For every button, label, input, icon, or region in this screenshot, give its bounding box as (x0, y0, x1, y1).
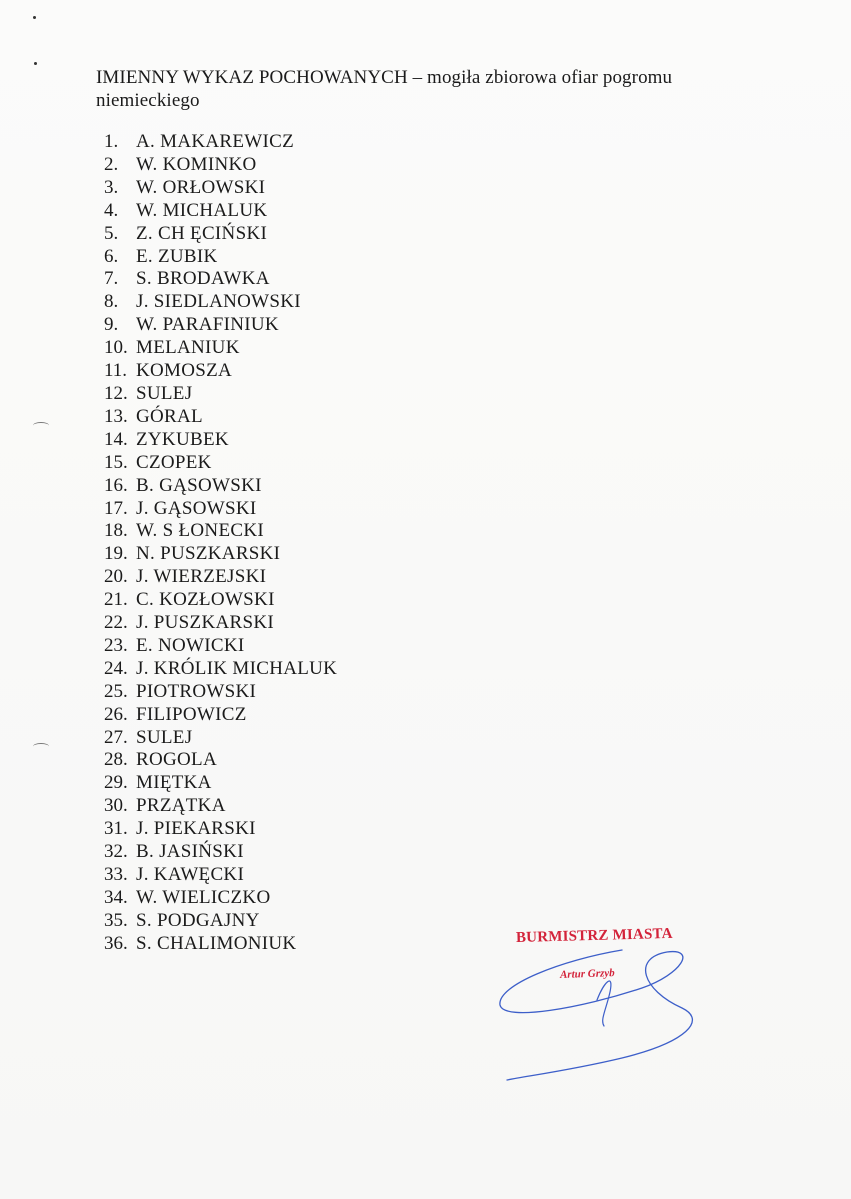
entry-number: 5. (104, 222, 119, 244)
punch-mark (33, 16, 36, 19)
scan-mark (33, 422, 49, 429)
list-item (104, 566, 337, 589)
entry-number: 6. (104, 245, 119, 267)
entry-number: 2. (104, 153, 119, 175)
entry-number: 27. (104, 726, 128, 748)
entry-number: 26. (104, 703, 128, 725)
entry-number: 23. (104, 634, 128, 656)
entry-name: SULEJ (136, 382, 193, 404)
list-item (104, 795, 337, 818)
stamp-name: Artur Grzyb (559, 967, 615, 981)
entry-number: 25. (104, 680, 128, 702)
entry-name: W. MICHALUK (136, 199, 268, 221)
entry-name: W. PARAFINIUK (136, 314, 279, 336)
list-item (104, 704, 337, 727)
entry-name: W. WIELICZKO (136, 886, 271, 908)
list-item (104, 864, 337, 887)
entry-number: 19. (104, 543, 128, 565)
entry-number: 1. (104, 131, 119, 152)
entry-number: 22. (104, 612, 128, 634)
list-item (104, 452, 337, 475)
list-item (104, 681, 337, 704)
entry-name: B. JASIŃSKI (136, 841, 244, 863)
entry-number: 13. (104, 405, 128, 427)
entry-number: 36. (104, 932, 128, 954)
entry-name: Z. CH ĘCIŃSKI (136, 222, 268, 244)
entry-number: 4. (104, 199, 119, 221)
entry-name: J. KAWĘCKI (136, 864, 245, 885)
list-item (104, 337, 337, 360)
entry-number: 15. (104, 451, 128, 473)
entry-name: KOMOSZA (136, 360, 233, 382)
list-item (104, 200, 337, 223)
entry-number: 24. (104, 657, 128, 679)
list-item (104, 360, 337, 383)
entry-name: W. KOMINKO (136, 153, 257, 175)
entry-name: W. ORŁOWSKI (136, 176, 266, 198)
list-item (104, 131, 337, 154)
list-item (104, 246, 337, 269)
entry-number: 14. (104, 428, 128, 450)
entry-name: SULEJ (136, 726, 193, 748)
list-item (104, 589, 337, 612)
entry-number: 21. (104, 589, 128, 611)
list-item (104, 314, 337, 337)
list-item (104, 635, 337, 658)
mayor-stamp (515, 925, 706, 981)
list-item (104, 223, 337, 246)
entry-number: 10. (104, 337, 128, 359)
entry-number: 16. (104, 474, 128, 496)
list-item (104, 498, 337, 521)
entry-number: 33. (104, 864, 128, 885)
entry-name: ZYKUBEK (136, 428, 229, 450)
entry-number: 28. (104, 749, 128, 771)
entry-name: A. MAKAREWICZ (136, 131, 294, 152)
entry-name: B. GĄSOWSKI (136, 474, 262, 496)
entry-name: PRZĄTKA (136, 795, 226, 817)
entry-number: 9. (104, 314, 119, 336)
entry-name: J. PIEKARSKI (136, 818, 256, 840)
list-item (104, 383, 337, 406)
entry-name: E. NOWICKI (136, 634, 245, 656)
signature-stroke (597, 981, 611, 1026)
entry-name: S. PODGAJNY (136, 909, 260, 931)
stamp-title: BURMISTRZ MIASTA (515, 925, 673, 946)
entry-number: 7. (104, 268, 119, 290)
entry-name: E. ZUBIK (136, 245, 218, 267)
entry-name: S. BRODAWKA (136, 268, 270, 290)
entry-number: 17. (104, 497, 128, 519)
list-item (104, 772, 337, 795)
entry-name: MIĘTKA (136, 772, 212, 794)
entry-name: N. PUSZKARSKI (136, 543, 281, 565)
punch-mark (34, 62, 37, 65)
entry-number: 32. (104, 841, 128, 863)
list-item (104, 612, 337, 635)
burial-list (104, 131, 337, 956)
entry-number: 20. (104, 566, 128, 588)
entry-number: 30. (104, 795, 128, 817)
document-title: IMIENNY WYKAZ POCHOWANYCH – mogiła zbiorowa ofiar pogromu niemieckiego (96, 67, 673, 111)
list-item (104, 658, 337, 681)
entry-number: 11. (104, 360, 128, 382)
list-item (104, 291, 337, 314)
entry-number: 35. (104, 909, 128, 931)
entry-number: 12. (104, 382, 128, 404)
list-item (104, 177, 337, 200)
list-item (104, 841, 337, 864)
list-item (104, 520, 337, 543)
list-item (104, 543, 337, 566)
entry-name: J. KRÓLIK MICHALUK (136, 657, 338, 679)
entry-number: 18. (104, 520, 128, 542)
entry-number: 29. (104, 772, 128, 794)
entry-name: W. S ŁONECKI (136, 520, 264, 542)
list-item (104, 475, 337, 498)
entry-name: J. PUSZKARSKI (136, 612, 274, 634)
entry-name: J. GĄSOWSKI (136, 497, 257, 519)
entry-name: S. CHALIMONIUK (136, 932, 297, 954)
list-item (104, 818, 337, 841)
entry-name: J. WIERZEJSKI (136, 566, 267, 588)
entry-number: 3. (104, 176, 119, 198)
entry-name: C. KOZŁOWSKI (136, 589, 275, 611)
entry-number: 34. (104, 886, 128, 908)
entry-name: MELANIUK (136, 337, 240, 359)
list-item (104, 429, 337, 452)
scan-mark (33, 743, 49, 750)
list-item (104, 154, 337, 177)
list-item (104, 406, 337, 429)
list-item (104, 268, 337, 291)
entry-name: FILIPOWICZ (136, 703, 247, 725)
entry-name: ROGOLA (136, 749, 217, 771)
list-item (104, 910, 337, 933)
list-item (104, 727, 337, 750)
entry-number: 8. (104, 291, 119, 313)
entry-name: GÓRAL (136, 405, 203, 427)
entry-name: J. SIEDLANOWSKI (136, 291, 301, 313)
list-item (104, 887, 337, 910)
entry-name: PIOTROWSKI (136, 680, 257, 702)
entry-number: 31. (104, 818, 128, 840)
list-item (104, 749, 337, 772)
entry-name: CZOPEK (136, 451, 212, 473)
list-item (104, 933, 337, 956)
